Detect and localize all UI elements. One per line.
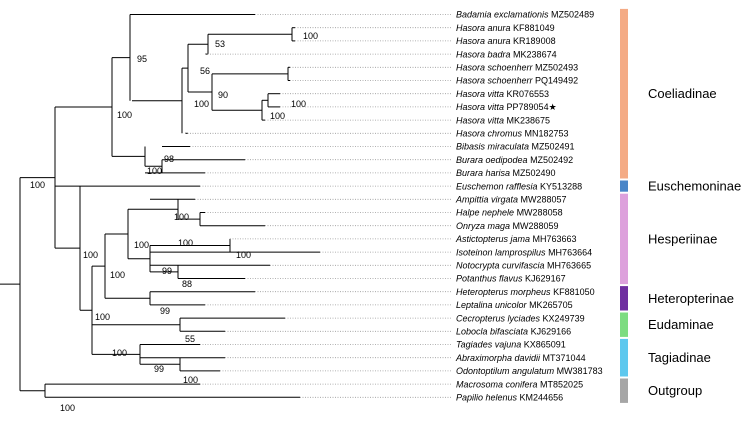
support-value: 100 xyxy=(174,212,190,222)
group-bar xyxy=(620,181,628,192)
group-bar xyxy=(620,194,628,284)
support-value: 100 xyxy=(60,403,76,413)
species-name: Leptalina unicolor xyxy=(456,300,530,311)
taxon-label xyxy=(456,366,603,376)
tree-branches xyxy=(0,15,320,398)
taxon-label xyxy=(456,142,575,152)
support-value: 100 xyxy=(30,180,46,190)
species-name: Papilio helenus xyxy=(456,392,520,403)
subfamily-color-bars xyxy=(620,9,628,403)
taxon-label xyxy=(456,129,569,139)
accession-number: MT371044 xyxy=(542,352,586,363)
species-name: Lobocla bifasciata xyxy=(456,326,531,337)
group-label: Tagiadinae xyxy=(648,350,711,366)
support-value: 100 xyxy=(270,111,286,121)
accession-number: MT852025 xyxy=(540,379,584,390)
accession-number: KX865091 xyxy=(523,339,566,350)
taxon-label xyxy=(456,181,582,191)
support-value: 100 xyxy=(117,110,133,120)
accession-number: PP789054★ xyxy=(506,102,557,113)
group-label: Coeliadinae xyxy=(648,86,717,102)
taxon-label xyxy=(456,340,566,350)
accession-number: MH763665 xyxy=(547,260,592,271)
support-value: 100 xyxy=(112,348,128,358)
accession-number: MZ502491 xyxy=(531,141,575,152)
species-name: Hasora vitta xyxy=(456,115,507,126)
support-value: 100 xyxy=(178,238,194,248)
taxon-label xyxy=(456,287,595,297)
species-name: Hasora schoenherr xyxy=(456,62,536,73)
accession-number: MK238674 xyxy=(513,49,557,60)
support-value: 99 xyxy=(162,266,173,276)
species-name: Ampittia virgata xyxy=(456,194,521,205)
support-value: 95 xyxy=(137,54,148,64)
group-bar xyxy=(620,313,628,337)
taxon-label xyxy=(456,247,592,257)
species-name: Notocrypta curvifascia xyxy=(456,260,548,271)
support-values xyxy=(30,31,318,413)
species-name: Burara oedipodea xyxy=(456,154,531,165)
taxon-label xyxy=(456,49,557,59)
support-value: 99 xyxy=(160,306,171,316)
species-name: Odontoptilum angulatum xyxy=(456,366,557,377)
accession-number: KY513288 xyxy=(540,181,583,192)
species-name: Hasora badra xyxy=(456,49,514,60)
support-value: 100 xyxy=(83,250,99,260)
taxon-label xyxy=(456,379,583,389)
group-bar xyxy=(620,286,628,310)
support-value: 98 xyxy=(164,154,175,164)
species-name: Hasora vitta xyxy=(456,88,507,99)
species-name: Hasora chromus xyxy=(456,128,525,139)
accession-number: MH763663 xyxy=(532,234,577,245)
group-label: Euschemoninae xyxy=(648,178,742,194)
support-value: 100 xyxy=(147,166,163,176)
species-name: Cecropterus lyciades xyxy=(456,313,543,324)
group-label: Eudaminae xyxy=(648,317,714,333)
support-value: 100 xyxy=(291,99,307,109)
taxon-label xyxy=(456,89,549,99)
support-value: 90 xyxy=(218,90,229,100)
support-value: 100 xyxy=(95,312,111,322)
taxon-label xyxy=(456,63,578,73)
group-bar xyxy=(620,339,628,377)
species-name: Onryza maga xyxy=(456,220,513,231)
support-value: 100 xyxy=(183,375,199,385)
species-name: Hasora anura xyxy=(456,36,514,47)
support-value: 100 xyxy=(110,270,126,280)
species-name: Potanthus flavus xyxy=(456,273,526,284)
taxon-label xyxy=(456,274,566,284)
taxon-label xyxy=(456,221,559,231)
species-name: Euschemon rafflesia xyxy=(456,181,541,192)
group-label: Heteropterinae xyxy=(648,290,734,306)
subfamily-labels xyxy=(648,86,741,398)
accession-number: MW381783 xyxy=(556,366,603,377)
taxon-label xyxy=(456,115,550,125)
accession-number: KM244656 xyxy=(519,392,564,403)
accession-number: MN182753 xyxy=(524,128,569,139)
accession-number: MH763664 xyxy=(548,247,593,258)
support-value: 100 xyxy=(303,31,319,41)
species-name: Bibasis miraculata xyxy=(456,141,532,152)
accession-number: KR076553 xyxy=(506,88,550,99)
group-bar xyxy=(620,379,628,403)
accession-number: KX249739 xyxy=(542,313,585,324)
taxon-label xyxy=(456,261,591,271)
group-label: Outgroup xyxy=(648,383,703,399)
accession-number: MZ502489 xyxy=(551,9,595,20)
taxon-label xyxy=(456,208,563,218)
accession-number: KR189008 xyxy=(513,36,556,47)
taxon-label xyxy=(455,353,586,363)
accession-number: KF881049 xyxy=(513,22,555,33)
species-name: Abraximorpha davidii xyxy=(456,352,543,363)
support-value: 56 xyxy=(200,66,211,76)
species-name: Hasora anura xyxy=(456,22,514,33)
species-name: Burara harisa xyxy=(456,168,513,179)
taxon-label xyxy=(456,36,556,46)
taxon-label xyxy=(456,10,594,20)
accession-number: KJ629166 xyxy=(530,326,572,337)
taxon-label xyxy=(456,76,578,86)
species-name: Macrosoma conifera xyxy=(456,379,541,390)
tip-leader-lines xyxy=(185,15,452,398)
support-value: 55 xyxy=(185,334,196,344)
group-bar xyxy=(620,9,628,179)
accession-number: MZ502492 xyxy=(530,154,574,165)
species-name: Badamia exclamationis xyxy=(456,9,552,20)
species-name: Halpe nephele xyxy=(456,207,517,218)
taxon-label xyxy=(455,195,567,205)
accession-number: KJ629167 xyxy=(525,273,566,284)
support-value: 88 xyxy=(182,279,193,289)
taxon-label xyxy=(456,313,585,323)
taxon-label xyxy=(456,102,557,112)
support-value: 53 xyxy=(215,39,226,49)
accession-number: MW288059 xyxy=(512,220,559,231)
accession-number: MK238675 xyxy=(506,115,551,126)
species-name: Heteropterus morpheus xyxy=(456,286,554,297)
accession-number: MZ502493 xyxy=(535,62,579,73)
accession-number: MZ502490 xyxy=(512,168,556,179)
group-label: Hesperiinae xyxy=(648,231,718,247)
taxon-label xyxy=(456,168,556,178)
support-value: 100 xyxy=(236,250,252,260)
accession-number: MK265705 xyxy=(529,300,573,311)
taxon-label xyxy=(456,155,573,165)
accession-number: KF881050 xyxy=(553,286,595,297)
support-value: 99 xyxy=(154,364,165,374)
taxon-label xyxy=(456,393,563,403)
support-value: 100 xyxy=(134,240,150,250)
accession-number: MW288058 xyxy=(516,207,563,218)
taxon-label xyxy=(455,234,577,244)
species-name: Hasora vitta xyxy=(456,102,507,113)
species-name: Hasora schoenherr xyxy=(456,75,536,86)
taxon-label xyxy=(456,23,555,33)
taxon-labels xyxy=(455,10,603,403)
species-name: Astictopterus jama xyxy=(456,234,533,245)
taxon-label xyxy=(456,300,573,310)
accession-number: PQ149492 xyxy=(535,75,579,86)
accession-number: MW288057 xyxy=(520,194,567,205)
taxon-label xyxy=(456,327,571,337)
species-name: Isoteinon lamprospilus xyxy=(456,247,549,258)
species-name: Tagiades vajuna xyxy=(456,339,524,350)
support-value: 100 xyxy=(194,99,210,109)
